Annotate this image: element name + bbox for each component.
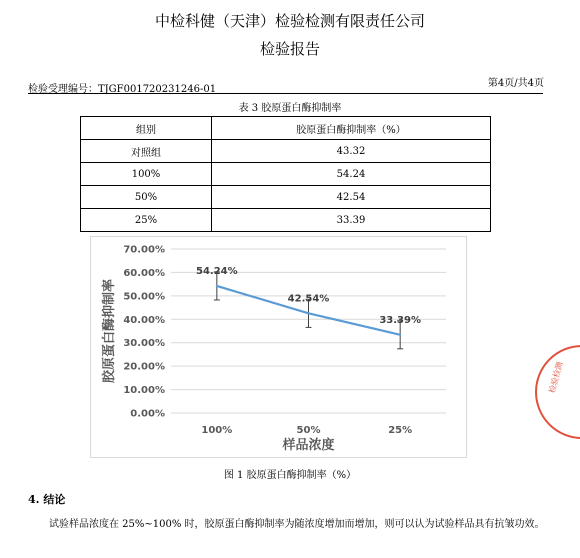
inhibition-chart [91, 237, 466, 457]
table-cell: 33.39 [212, 209, 491, 232]
seal-stamp-text: 检验检测 [547, 360, 565, 395]
table-cell: 54.24 [212, 163, 491, 186]
y-tick-label: 0.00% [130, 408, 165, 420]
table-cell: 43.32 [212, 140, 491, 163]
report-title: 检验报告 [259, 40, 320, 58]
y-axis-label: 胶原蛋白酶抑制率 [102, 278, 117, 384]
x-tick-label: 25% [388, 425, 413, 436]
y-tick-label: 10.00% [123, 385, 165, 397]
y-tick-label: 20.00% [123, 361, 165, 373]
y-tick-label: 40.00% [123, 314, 165, 326]
y-tick-label: 60.00% [123, 267, 165, 279]
figure-caption: 图 1 胶原蛋白酶抑制率（%） [223, 470, 357, 481]
acceptance-number: 检验受理编号：TJGF001720231246-01 [28, 84, 217, 95]
table-header-row [81, 117, 491, 140]
conclusion-text: 试验样品浓度在 25%~100% 时，胶原蛋白酶抑制率为随浓度增加而增加，则可以认为试验样品具有抗皱功效。 [49, 519, 545, 530]
table-cell: 50% [81, 186, 212, 209]
y-tick-label: 50.00% [123, 291, 165, 303]
table-header-cell: 组别 [81, 117, 212, 140]
page-indicator: 第4页/共4页 [487, 78, 544, 89]
x-axis-label: 样品浓度 [282, 438, 335, 453]
table-caption: 表 3 胶原蛋白酶抑制率 [238, 103, 342, 114]
y-tick-label: 30.00% [123, 338, 165, 350]
x-tick-label: 50% [296, 425, 321, 436]
x-tick-label: 100% [201, 425, 233, 436]
table-cell: 25% [81, 209, 212, 232]
table-cell: 100% [81, 163, 212, 186]
data-label: 33.39% [379, 314, 421, 326]
company-name: 中检科健（天津）检验检测有限责任公司 [154, 12, 425, 30]
header-divider [28, 93, 543, 94]
conclusion-heading: 4. 结论 [28, 493, 66, 506]
y-tick-label: 70.00% [123, 244, 165, 256]
data-label: 42.54% [287, 293, 330, 305]
table-row [81, 163, 491, 186]
data-label: 54.24% [196, 265, 238, 277]
table-row [81, 186, 491, 209]
table-row [81, 209, 491, 232]
table-row [81, 140, 491, 163]
table-header-cell: 胶原蛋白酶抑制率（%） [212, 117, 491, 140]
table-cell: 42.54 [212, 186, 491, 209]
table-cell: 对照组 [81, 140, 212, 163]
chart-frame [90, 236, 467, 458]
inhibition-table [80, 116, 491, 232]
